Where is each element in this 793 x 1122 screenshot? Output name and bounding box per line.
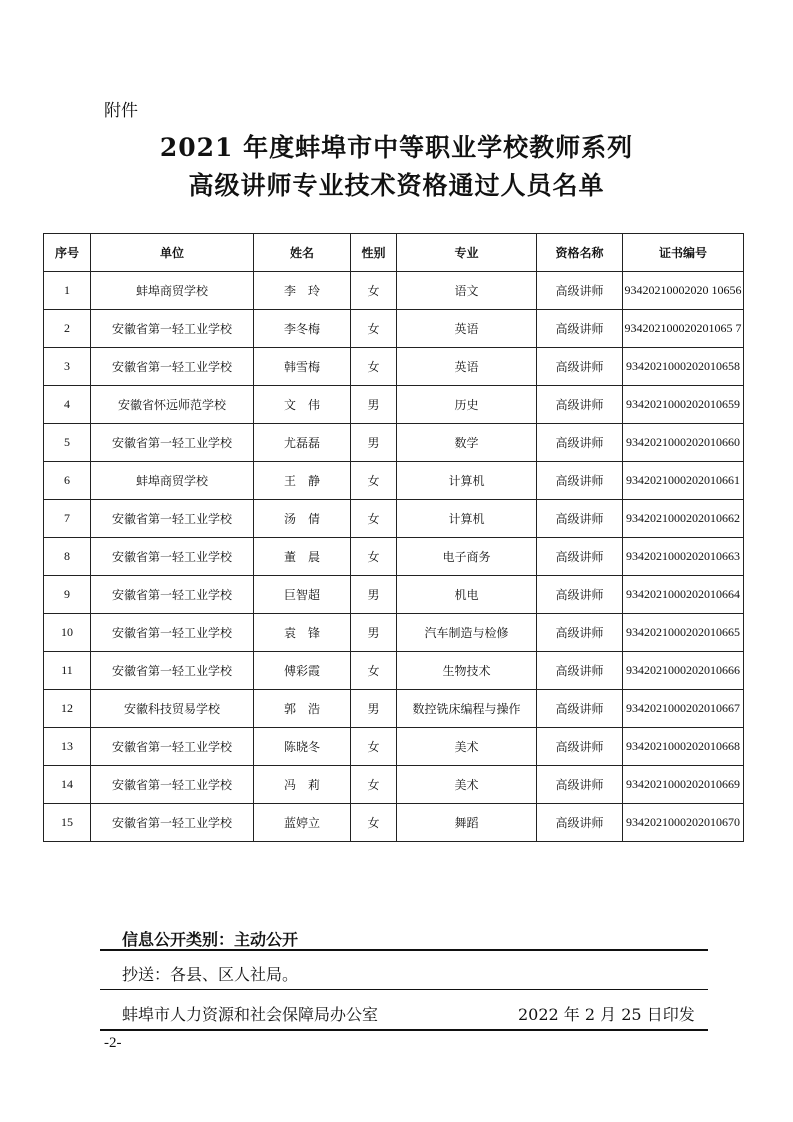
table-row [44, 386, 744, 424]
row-major: 计算机 [397, 500, 537, 538]
row-qualification: 高级讲师 [537, 462, 623, 500]
row-major: 美术 [397, 728, 537, 766]
row-qualification: 高级讲师 [537, 728, 623, 766]
row-qualification: 高级讲师 [537, 576, 623, 614]
row-unit: 安徽省第一轻工业学校 [91, 614, 254, 652]
row-gender: 男 [351, 690, 397, 728]
row-unit: 安徽省第一轻工业学校 [91, 652, 254, 690]
table-row [44, 348, 744, 386]
row-qualification: 高级讲师 [537, 614, 623, 652]
row-name: 巨智超 [254, 576, 351, 614]
row-major: 生物技术 [397, 652, 537, 690]
row-gender: 女 [351, 500, 397, 538]
row-gender: 女 [351, 348, 397, 386]
row-index: 10 [44, 614, 91, 652]
row-unit: 安徽省第一轻工业学校 [91, 424, 254, 462]
row-unit: 安徽省第一轻工业学校 [91, 728, 254, 766]
column-header-index: 序号 [44, 234, 91, 272]
row-qualification: 高级讲师 [537, 310, 623, 348]
row-qualification: 高级讲师 [537, 652, 623, 690]
row-major: 数控铣床编程与操作 [397, 690, 537, 728]
document-title-line2: 高级讲师专业技术资格通过人员名单 [188, 171, 605, 200]
row-unit: 安徽省第一轻工业学校 [91, 348, 254, 386]
row-certificate: 9342021000202010668 [623, 728, 744, 766]
row-gender: 男 [351, 576, 397, 614]
row-index: 15 [44, 804, 91, 842]
table-row [44, 272, 744, 310]
row-name: 李 玲 [254, 272, 351, 310]
table-row [44, 538, 744, 576]
row-major: 历史 [397, 386, 537, 424]
row-name: 袁 锋 [254, 614, 351, 652]
row-certificate: 9342021000202010658 [623, 348, 744, 386]
issue-date: 2022 年 2 月 25 日印发 [518, 1005, 695, 1024]
divider-bottom [100, 1029, 708, 1031]
row-major: 语文 [397, 272, 537, 310]
column-header-unit: 单位 [91, 234, 254, 272]
column-header-name: 姓名 [254, 234, 351, 272]
row-index: 4 [44, 386, 91, 424]
row-gender: 男 [351, 614, 397, 652]
column-header-certificate: 证书编号 [623, 234, 744, 272]
row-certificate: 9342021000202010662 [623, 500, 744, 538]
row-unit: 蚌埠商贸学校 [91, 462, 254, 500]
copy-to-line: 抄送：各县、区人社局。 [122, 965, 299, 984]
row-name: 王 静 [254, 462, 351, 500]
row-qualification: 高级讲师 [537, 272, 623, 310]
document-title-line1: 2021 年度蚌埠市中等职业学校教师系列 [159, 133, 634, 162]
row-index: 13 [44, 728, 91, 766]
info-disclosure-category: 信息公开类别：主动公开 [122, 930, 299, 949]
row-qualification: 高级讲师 [537, 348, 623, 386]
row-index: 2 [44, 310, 91, 348]
row-unit: 安徽省第一轻工业学校 [91, 500, 254, 538]
row-qualification: 高级讲师 [537, 386, 623, 424]
row-certificate: 9342021000202010665 [623, 614, 744, 652]
table-row [44, 804, 744, 842]
page-number: -2- [104, 1035, 122, 1051]
row-gender: 女 [351, 462, 397, 500]
row-qualification: 高级讲师 [537, 424, 623, 462]
row-major: 舞蹈 [397, 804, 537, 842]
row-name: 文 伟 [254, 386, 351, 424]
column-header-major: 专业 [397, 234, 537, 272]
table-row [44, 766, 744, 804]
row-major: 英语 [397, 310, 537, 348]
row-gender: 女 [351, 652, 397, 690]
row-qualification: 高级讲师 [537, 500, 623, 538]
row-major: 机电 [397, 576, 537, 614]
row-name: 汤 倩 [254, 500, 351, 538]
row-gender: 男 [351, 386, 397, 424]
row-index: 12 [44, 690, 91, 728]
row-certificate: 9342021000202010659 [623, 386, 744, 424]
row-name: 韩雪梅 [254, 348, 351, 386]
row-gender: 女 [351, 728, 397, 766]
row-name: 傅彩霞 [254, 652, 351, 690]
row-major: 汽车制造与检修 [397, 614, 537, 652]
row-certificate: 9342021000202010661 [623, 462, 744, 500]
table-row [44, 500, 744, 538]
row-gender: 女 [351, 272, 397, 310]
row-major: 美术 [397, 766, 537, 804]
row-index: 8 [44, 538, 91, 576]
row-unit: 安徽省第一轻工业学校 [91, 576, 254, 614]
row-unit: 蚌埠商贸学校 [91, 272, 254, 310]
row-name: 尤磊磊 [254, 424, 351, 462]
row-certificate: 934202100020201065 7 [623, 310, 744, 348]
row-certificate: 93420210002020 10656 [623, 272, 744, 310]
row-index: 6 [44, 462, 91, 500]
row-name: 董 晨 [254, 538, 351, 576]
row-index: 1 [44, 272, 91, 310]
row-qualification: 高级讲师 [537, 804, 623, 842]
personnel-table [43, 233, 744, 842]
row-gender: 女 [351, 538, 397, 576]
table-header-row [44, 234, 744, 272]
row-name: 陈晓冬 [254, 728, 351, 766]
row-unit: 安徽省第一轻工业学校 [91, 538, 254, 576]
divider-middle [100, 989, 708, 990]
row-qualification: 高级讲师 [537, 766, 623, 804]
row-gender: 女 [351, 804, 397, 842]
row-index: 11 [44, 652, 91, 690]
row-name: 李冬梅 [254, 310, 351, 348]
row-name: 蓝婷立 [254, 804, 351, 842]
table-row [44, 424, 744, 462]
row-unit: 安徽省第一轻工业学校 [91, 310, 254, 348]
row-index: 5 [44, 424, 91, 462]
column-header-gender: 性别 [351, 234, 397, 272]
table-row [44, 728, 744, 766]
row-certificate: 9342021000202010663 [623, 538, 744, 576]
row-certificate: 9342021000202010667 [623, 690, 744, 728]
issuing-office: 蚌埠市人力资源和社会保障局办公室 [122, 1005, 379, 1024]
row-certificate: 9342021000202010670 [623, 804, 744, 842]
row-major: 电子商务 [397, 538, 537, 576]
row-unit: 安徽科技贸易学校 [91, 690, 254, 728]
attachment-label: 附件 [104, 101, 138, 121]
table-row [44, 462, 744, 500]
divider-thick [100, 949, 708, 951]
row-major: 英语 [397, 348, 537, 386]
row-major: 计算机 [397, 462, 537, 500]
row-gender: 女 [351, 310, 397, 348]
table-row [44, 614, 744, 652]
row-index: 14 [44, 766, 91, 804]
row-index: 3 [44, 348, 91, 386]
row-name: 郭 浩 [254, 690, 351, 728]
row-gender: 女 [351, 766, 397, 804]
row-gender: 男 [351, 424, 397, 462]
table-row [44, 310, 744, 348]
row-index: 9 [44, 576, 91, 614]
row-name: 冯 莉 [254, 766, 351, 804]
row-index: 7 [44, 500, 91, 538]
column-header-qualification: 资格名称 [537, 234, 623, 272]
table-row [44, 652, 744, 690]
row-qualification: 高级讲师 [537, 690, 623, 728]
row-major: 数学 [397, 424, 537, 462]
row-qualification: 高级讲师 [537, 538, 623, 576]
row-certificate: 9342021000202010669 [623, 766, 744, 804]
table-row [44, 576, 744, 614]
row-unit: 安徽省第一轻工业学校 [91, 766, 254, 804]
row-certificate: 9342021000202010660 [623, 424, 744, 462]
row-unit: 安徽省怀远师范学校 [91, 386, 254, 424]
row-certificate: 9342021000202010664 [623, 576, 744, 614]
table-row [44, 690, 744, 728]
row-certificate: 9342021000202010666 [623, 652, 744, 690]
row-unit: 安徽省第一轻工业学校 [91, 804, 254, 842]
